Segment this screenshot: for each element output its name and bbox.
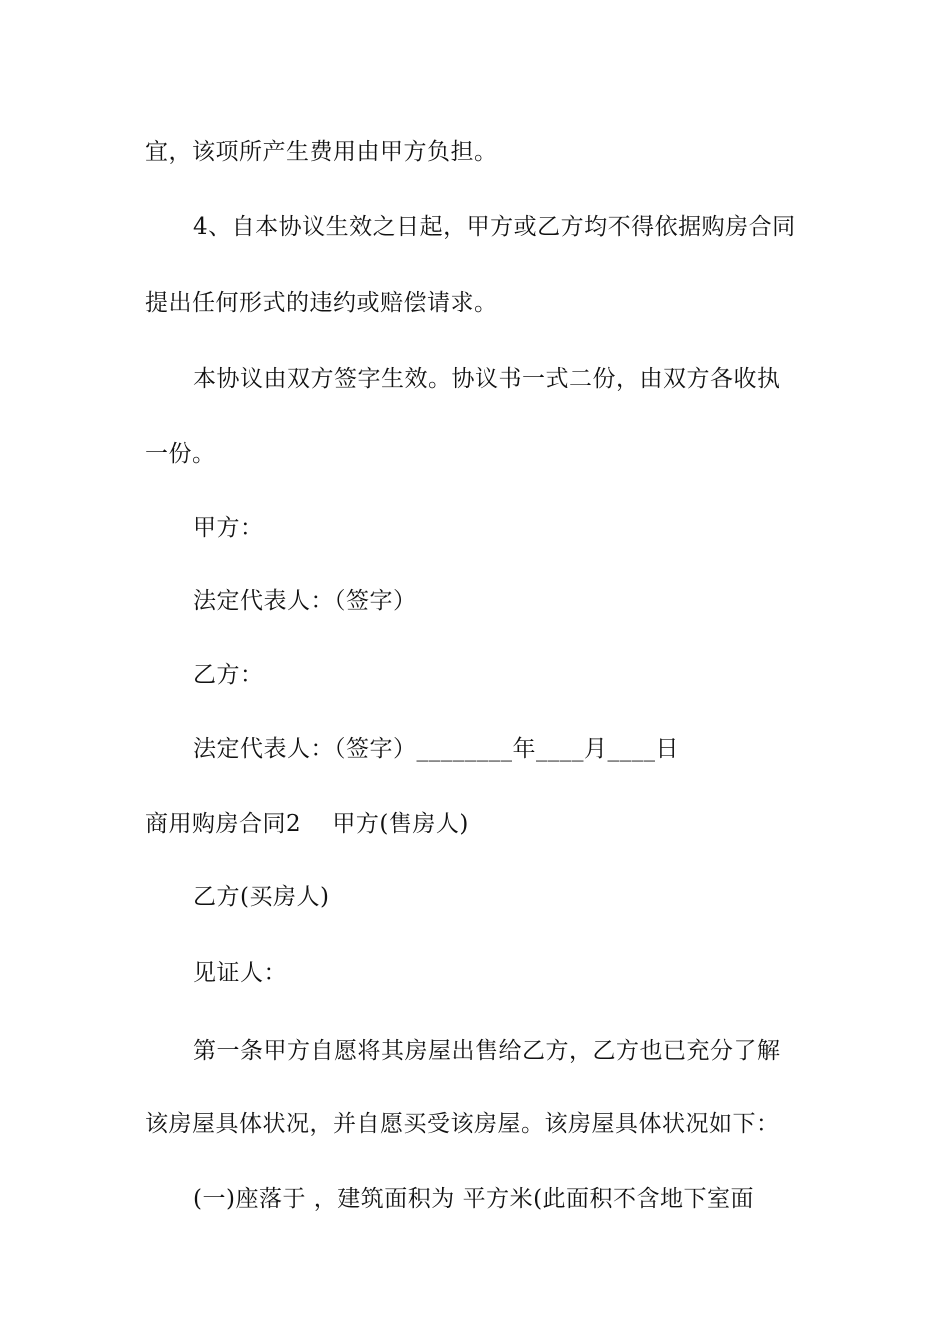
- party-b-label: 乙方：: [193, 662, 264, 688]
- paragraph-line: (一)座落于 ，建筑面积为 平方米(此面积不含地下室面: [193, 1186, 755, 1212]
- paragraph-line: 提出任何形式的违约或赔偿请求。: [145, 290, 498, 316]
- buyer-label: 乙方(买房人): [193, 884, 330, 910]
- paragraph-line: 该房屋具体状况，并自愿买受该房屋。该房屋具体状况如下：: [145, 1111, 780, 1137]
- paragraph-line: 一份。: [145, 441, 216, 467]
- party-a-label: 甲方：: [193, 515, 264, 541]
- contract-title-line: 商用购房合同2 甲方(售房人): [145, 811, 469, 837]
- paragraph-line: 4、自本协议生效之日起，甲方或乙方均不得依据购房合同: [193, 214, 796, 240]
- paragraph-line: 本协议由双方签字生效。协议书一式二份，由双方各收执: [193, 366, 781, 392]
- witness-label: 见证人：: [193, 960, 287, 986]
- paragraph-line: 宜，该项所产生费用由甲方负担。: [145, 139, 498, 165]
- paragraph-line: 第一条甲方自愿将其房屋出售给乙方，乙方也已充分了解: [193, 1038, 781, 1064]
- party-b-representative-signature-date: 法定代表人：（签字）________年____月____日: [193, 736, 679, 762]
- party-a-representative-signature: 法定代表人：（签字）: [193, 588, 417, 614]
